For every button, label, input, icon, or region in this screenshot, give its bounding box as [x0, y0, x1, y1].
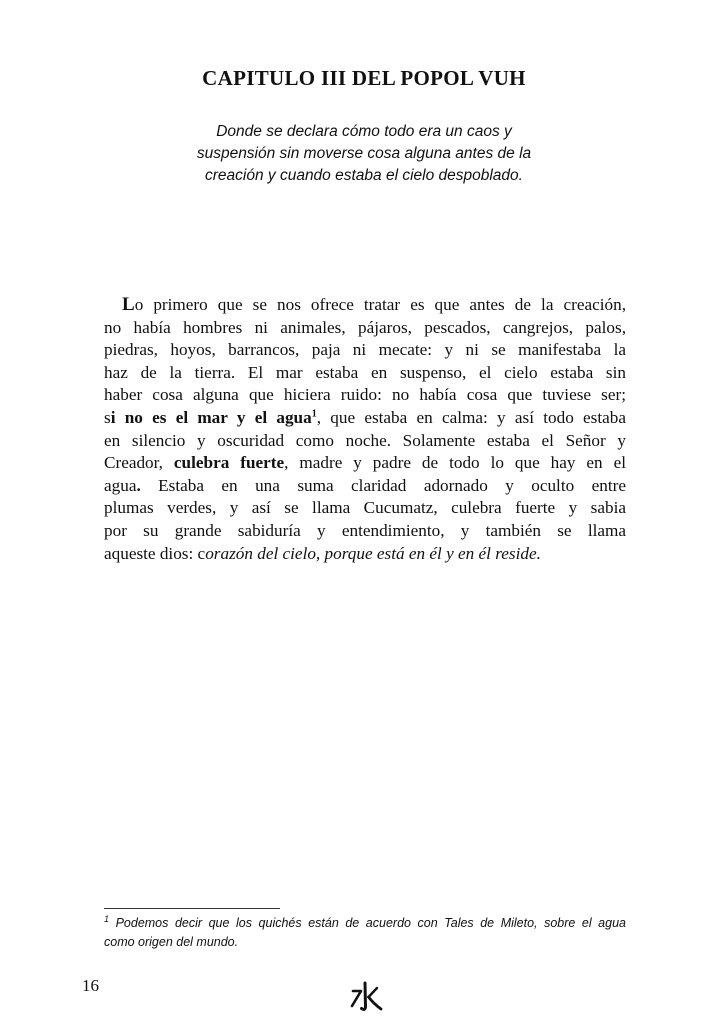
body-line: piedras, hoyos, barrancos, paja ni mecate: y ni se manifestaba la	[104, 340, 626, 360]
drop-cap: L	[122, 294, 135, 315]
bold-phrase: culebra fuerte	[173, 453, 285, 473]
body-line: no había hombres ni animales, pájaros, pescados, cangrejos, palos,	[104, 317, 626, 337]
footnote-line	[104, 914, 626, 933]
body-paragraph	[104, 294, 626, 565]
body-line: haz de la tierra. El mar estaba en suspenso, el cielo estaba sin	[104, 362, 626, 382]
footnote-text: Podemos decir que los quichés están de acuerdo con Tales de Mileto, sobre el agua	[109, 916, 626, 930]
body-text: s	[104, 407, 111, 427]
bold-phrase: i no es el mar y el agua	[110, 407, 312, 427]
body-text: o primero que se nos ofrece tratar es que antes de la creación,	[134, 295, 626, 314]
body-line: en silencio y oscuridad como noche. Solamente estaba el Señor y	[104, 430, 626, 450]
body-line	[104, 475, 626, 498]
body-line: haber cosa alguna que hiciera ruido: no había cosa que tuviese ser;	[104, 385, 626, 405]
subtitle-line: creación y cuando estaba el cielo despoblado.	[205, 167, 523, 184]
body-text: Estaba en una suma claridad adornado y oculto entre	[140, 475, 626, 495]
body-text: Creador,	[104, 453, 174, 473]
subtitle-line: suspensión sin moverse cosa alguna antes de la	[196, 145, 532, 162]
body-line: plumas verdes, y así se llama Cucumatz, culebra fuerte y sabia	[104, 498, 626, 518]
footnote-marker: 1	[104, 913, 110, 924]
water-glyph-icon	[348, 980, 384, 1014]
body-line	[104, 294, 626, 317]
body-line	[104, 543, 626, 566]
body-line	[104, 452, 626, 475]
page-number: 16	[82, 976, 99, 995]
footnote-line: como origen del mundo.	[104, 935, 239, 949]
body-text: agua	[104, 475, 137, 495]
footnote	[104, 914, 626, 952]
footnote-reference[interactable]: 1	[311, 408, 317, 420]
body-text: aqueste dios: c	[104, 543, 206, 563]
bold-period: .	[136, 475, 141, 495]
body-line	[104, 407, 626, 430]
body-text: , que estaba en calma: y así todo estaba	[316, 407, 626, 427]
chapter-subtitle	[168, 121, 560, 187]
body-text: , madre y padre de todo lo que hay en el	[284, 453, 627, 473]
subtitle-line: Donde se declara cómo todo era un caos y	[216, 123, 512, 140]
page-title: CAPITULO III DEL POPOL VUH	[202, 66, 526, 90]
body-line: por su grande sabiduría y entendimiento, y también se llama	[104, 520, 626, 540]
footnote-divider	[104, 908, 280, 909]
italic-phrase: orazón del cielo, porque está en él y en él reside.	[205, 543, 541, 563]
